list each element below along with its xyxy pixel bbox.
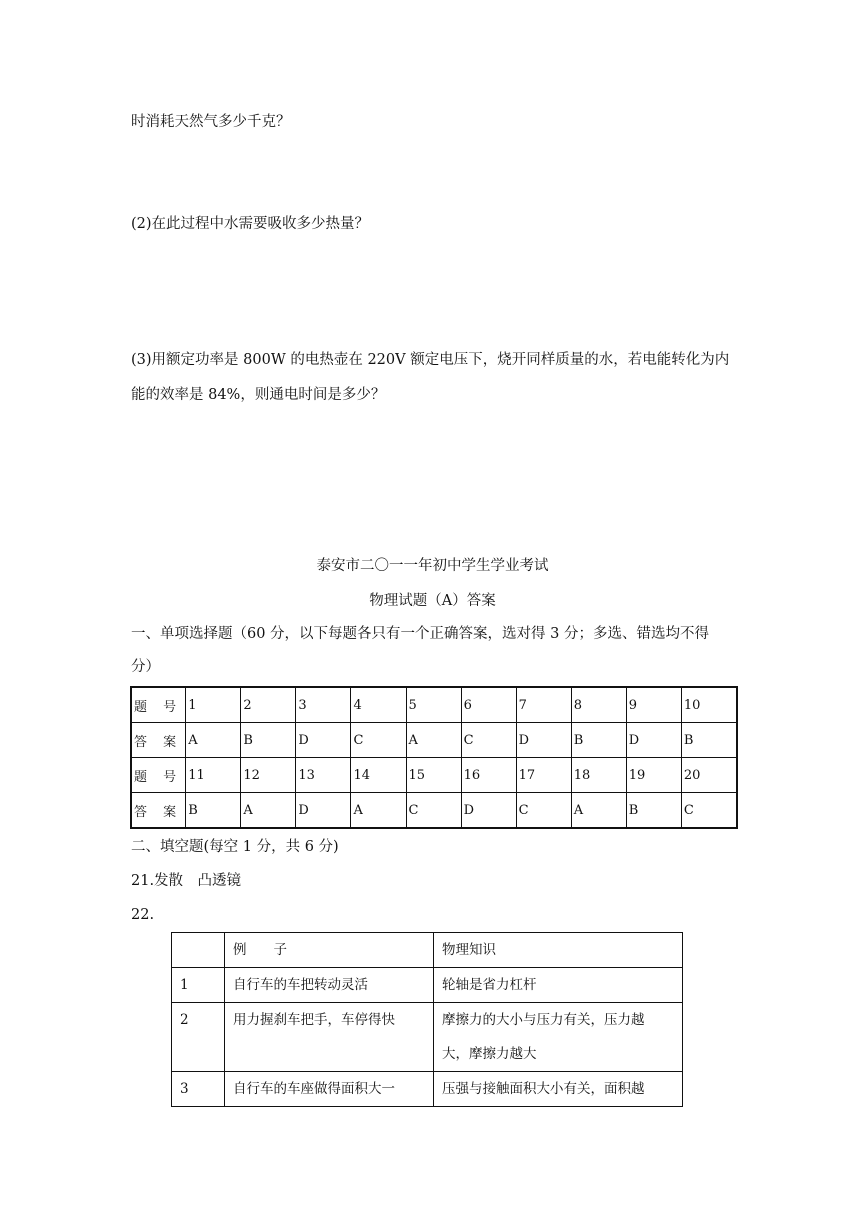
answer-table-cell: C [406, 793, 461, 829]
q22-row-knowledge [434, 1003, 683, 1072]
question-part-2: (2)在此过程中水需要吸收多少热量？ [131, 216, 370, 232]
answer-table-cell: 5 [406, 687, 461, 723]
answer-table-cell: 19 [626, 758, 681, 793]
answer-table-cell: B [626, 793, 681, 829]
q22-table [171, 932, 683, 1107]
answer-table-cell: D [461, 793, 516, 829]
answer-table-cell: 20 [681, 758, 737, 793]
answer-table-cell: 11 [186, 758, 241, 793]
answer-table-row [131, 758, 737, 793]
q22-table-row [172, 968, 683, 1003]
q22-row-knowledge [434, 968, 683, 1003]
q22-knowledge-line: 轮轴是省力杠杆 [442, 977, 537, 993]
answer-table-row-label: 答 案 [131, 723, 186, 758]
answer-table-cell: 16 [461, 758, 516, 793]
q22-table-row [172, 1003, 683, 1072]
q22-row-number: 2 [172, 1003, 225, 1072]
answer-table-cell: 15 [406, 758, 461, 793]
answer-table-row [131, 723, 737, 758]
answer-table-cell: A [241, 793, 296, 829]
answer-table-cell: A [351, 793, 406, 829]
answer-table-cell: A [571, 793, 626, 829]
q22-header-knowledge: 物理知识 [434, 933, 683, 968]
q22-header-example: 例 子 [225, 933, 434, 968]
q22-row-knowledge [434, 1072, 683, 1107]
answer-table-cell: C [681, 793, 737, 829]
answer-table-row [131, 687, 737, 723]
answer-table-cell: 6 [461, 687, 516, 723]
answer-table-cell: B [241, 723, 296, 758]
answer-table-cell: 17 [516, 758, 571, 793]
answer-table-cell: 10 [681, 687, 737, 723]
answer-table-cell: C [461, 723, 516, 758]
answer-table-cell: 13 [296, 758, 351, 793]
q22-row-number: 3 [172, 1072, 225, 1107]
answer-table-cell: 8 [571, 687, 626, 723]
q22-header-row [172, 933, 683, 968]
answer-table-cell: D [296, 723, 351, 758]
q22-row-example: 自行车的车把转动灵活 [225, 968, 434, 1003]
answer-table [130, 686, 738, 829]
q22-table-row [172, 1072, 683, 1107]
question-line-1: 时消耗天然气多少千克？ [131, 114, 291, 130]
q22-row-example: 自行车的车座做得面积大一 [225, 1072, 434, 1107]
section-1-heading-cont: 分） [131, 659, 160, 675]
answer-table-cell: D [626, 723, 681, 758]
question-part-3-line-1: (3)用额定功率是 800W 的电热壶在 220V 额定电压下，烧开同样质量的水，若电能转化为内 [131, 352, 730, 368]
q22-row-number: 1 [172, 968, 225, 1003]
answer-table-cell: 1 [186, 687, 241, 723]
answer-table-cell: C [351, 723, 406, 758]
answer-table-cell: 9 [626, 687, 681, 723]
question-21-answer: 21.发散 凸透镜 [131, 873, 242, 889]
answer-table-cell: D [296, 793, 351, 829]
answer-key-subtitle: 物理试题（A）答案 [369, 593, 496, 609]
question-part-3-line-2: 能的效率是 84%，则通电时间是多少？ [131, 387, 386, 403]
section-2-heading: 二、填空题(每空 1 分，共 6 分) [131, 839, 339, 855]
answer-table-row-label: 答 案 [131, 793, 186, 829]
answer-table-row [131, 793, 737, 829]
answer-table-cell: 2 [241, 687, 296, 723]
answer-key-title: 泰安市二〇一一年初中学生学业考试 [316, 558, 549, 574]
answer-table-cell: 18 [571, 758, 626, 793]
question-22-label: 22. [131, 907, 155, 923]
q22-row-example: 用力握刹车把手，车停得快 [225, 1003, 434, 1072]
answer-table-cell: A [186, 723, 241, 758]
answer-table-cell: C [516, 793, 571, 829]
answer-table-cell: 7 [516, 687, 571, 723]
q22-knowledge-line: 摩擦力的大小与压力有关，压力越 [442, 1012, 645, 1028]
answer-table-cell: 12 [241, 758, 296, 793]
answer-table-cell: 4 [351, 687, 406, 723]
answer-table-cell: D [516, 723, 571, 758]
answer-table-cell: 3 [296, 687, 351, 723]
answer-table-cell: B [186, 793, 241, 829]
answer-table-cell: A [406, 723, 461, 758]
section-1-heading: 一、单项选择题（60 分，以下每题各只有一个正确答案，选对得 3 分；多选、错选均不得 [131, 626, 709, 642]
q22-header-num [172, 933, 225, 968]
answer-table-row-label: 题 号 [131, 687, 186, 723]
q22-knowledge-line: 大，摩擦力越大 [442, 1046, 537, 1062]
answer-table-row-label: 题 号 [131, 758, 186, 793]
q22-knowledge-line: 压强与接触面积大小有关，面积越 [442, 1081, 645, 1097]
answer-table-cell: 14 [351, 758, 406, 793]
answer-table-cell: B [681, 723, 737, 758]
answer-table-cell: B [571, 723, 626, 758]
